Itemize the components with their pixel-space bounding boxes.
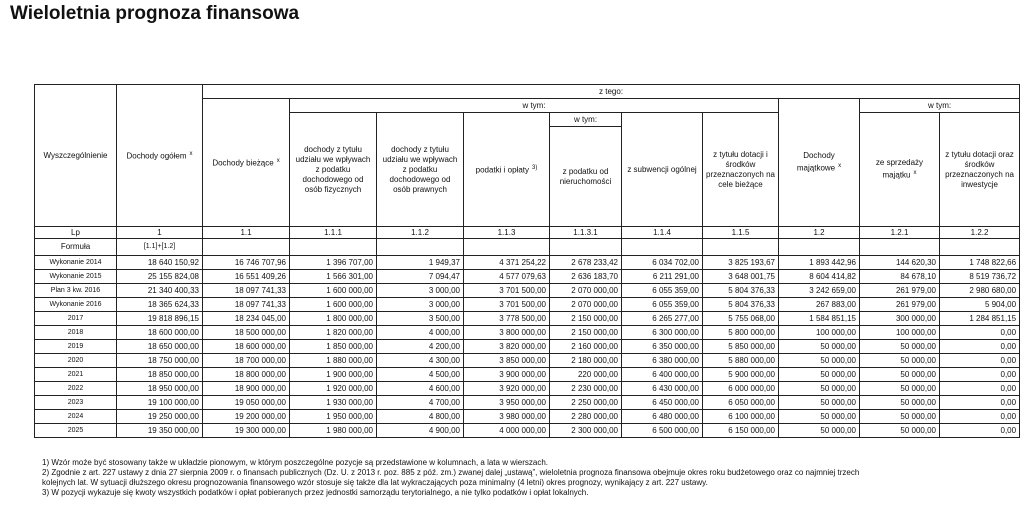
table-cell: 3 820 000,00 — [464, 340, 550, 354]
table-cell: 6 055 359,00 — [622, 284, 703, 298]
table-cell: 16 746 707,96 — [203, 256, 290, 270]
lp-cell: 1.1 — [203, 227, 290, 239]
table-cell: 0,00 — [940, 340, 1020, 354]
table-row — [35, 340, 1020, 354]
header-podatki: podatki i opłaty $^{3)}$ — [464, 113, 550, 227]
table-cell: 1 396 707,00 — [290, 256, 377, 270]
table-cell: 4 300,00 — [377, 354, 464, 368]
table-cell: 3 900 000,00 — [464, 368, 550, 382]
formula-empty-cell — [860, 239, 940, 256]
table-cell: 1 584 851,15 — [779, 312, 860, 326]
table-cell: 2 230 000,00 — [550, 382, 622, 396]
table-cell: 2 160 000,00 — [550, 340, 622, 354]
table-cell: 1 980 000,00 — [290, 424, 377, 438]
header-w-tym-majatkowe: w tym: — [860, 99, 1020, 113]
table-cell: 1 820 000,00 — [290, 326, 377, 340]
table-cell: 1 920 000,00 — [290, 382, 377, 396]
table-cell: 6 100 000,00 — [703, 410, 779, 424]
table-cell: 4 371 254,22 — [464, 256, 550, 270]
table-cell: 50 000,00 — [860, 396, 940, 410]
financial-forecast-table — [34, 84, 1020, 438]
table-cell: 6 050 000,00 — [703, 396, 779, 410]
table-cell: 2 280 000,00 — [550, 410, 622, 424]
table-cell: 2 150 000,00 — [550, 312, 622, 326]
header-dotacje-biezace: z tytułu dotacji i środków przeznaczonych na cele bieżące — [703, 113, 779, 227]
table-cell: 16 551 409,26 — [203, 270, 290, 284]
table-cell: 2 678 233,42 — [550, 256, 622, 270]
table-cell: 19 350 000,00 — [117, 424, 203, 438]
table-cell: 18 600 000,00 — [203, 340, 290, 354]
table-cell: 18 097 741,33 — [203, 298, 290, 312]
table-cell: 50 000,00 — [779, 340, 860, 354]
footnote: 2) Zgodnie z art. 227 ustawy z dnia 27 sierpnia 2009 r. o finansach publicznych (Dz. U. z 2013 r. poz. 885 z póź. zm.) zwanej dalej „ustawą”, wieloletnia prognoza finansowa obejmuje okres roku budżetowego oraz co najmniej trzech — [42, 468, 860, 477]
table-cell: 3 648 001,75 — [703, 270, 779, 284]
table-cell: 6 150 000,00 — [703, 424, 779, 438]
header-z-tego: z tego: — [203, 85, 1020, 99]
table-cell: 220 000,00 — [550, 368, 622, 382]
table-cell: 261 979,00 — [860, 284, 940, 298]
table-cell: 18 900 000,00 — [203, 382, 290, 396]
table-cell: 19 050 000,00 — [203, 396, 290, 410]
formula-empty-cell — [550, 239, 622, 256]
table-cell: 18 600 000,00 — [117, 326, 203, 340]
formula-empty-cell — [290, 239, 377, 256]
row-label: 2023 — [35, 396, 117, 410]
table-cell: 1 850 000,00 — [290, 340, 377, 354]
table-cell: 1 800 000,00 — [290, 312, 377, 326]
table-cell: 1 284 851,15 — [940, 312, 1020, 326]
table-cell: 19 250 000,00 — [117, 410, 203, 424]
row-label: Wykonanie 2016 — [35, 298, 117, 312]
table-cell: 18 365 624,33 — [117, 298, 203, 312]
lp-cell: 1.1.3 — [464, 227, 550, 239]
table-cell: 5 880 000,00 — [703, 354, 779, 368]
table-cell: 1 950 000,00 — [290, 410, 377, 424]
table-cell: 100 000,00 — [860, 326, 940, 340]
table-cell: 0,00 — [940, 396, 1020, 410]
row-label: 2021 — [35, 368, 117, 382]
table-cell: 1 949,37 — [377, 256, 464, 270]
table-cell: 3 778 500,00 — [464, 312, 550, 326]
table-cell: 50 000,00 — [779, 424, 860, 438]
table-cell: 1 930 000,00 — [290, 396, 377, 410]
table-cell: 19 200 000,00 — [203, 410, 290, 424]
table-cell: 1 600 000,00 — [290, 298, 377, 312]
table-cell: 25 155 824,08 — [117, 270, 203, 284]
table-cell: 1 600 000,00 — [290, 284, 377, 298]
table-cell: 1 880 000,00 — [290, 354, 377, 368]
lp-cell: 1.1.3.1 — [550, 227, 622, 239]
footnote: 3) W pozycji wykazuje się kwoty wszystkich podatków i opłat pobieranych przez jednostki samorządu terytorialnego, a nie tylko podatków i opłat lokalnych. — [42, 488, 589, 497]
table-cell: 3 000,00 — [377, 284, 464, 298]
table-cell: 6 430 000,00 — [622, 382, 703, 396]
table-cell: 18 234 045,00 — [203, 312, 290, 326]
header-dochody-ogolem: Dochody ogółem $^x$ — [117, 85, 203, 227]
row-label: 2022 — [35, 382, 117, 396]
table-cell: 3 500,00 — [377, 312, 464, 326]
table-cell: 18 850 000,00 — [117, 368, 203, 382]
table-cell: 50 000,00 — [860, 410, 940, 424]
table-cell: 50 000,00 — [779, 354, 860, 368]
table-cell: 18 800 000,00 — [203, 368, 290, 382]
table-cell: 5 904,00 — [940, 298, 1020, 312]
table-cell: 2 636 183,70 — [550, 270, 622, 284]
table-cell: 5 804 376,33 — [703, 298, 779, 312]
table-cell: 6 350 000,00 — [622, 340, 703, 354]
table-cell: 0,00 — [940, 424, 1020, 438]
header-w-tym-biezace: w tym: — [290, 99, 779, 113]
table-cell: 6 265 277,00 — [622, 312, 703, 326]
row-label: 2018 — [35, 326, 117, 340]
lp-cell: 1.1.5 — [703, 227, 779, 239]
table-row — [35, 326, 1020, 340]
row-label: 2019 — [35, 340, 117, 354]
table-row — [35, 312, 1020, 326]
row-label: Wykonanie 2014 — [35, 256, 117, 270]
formula-row — [35, 239, 1020, 256]
table-cell: 267 883,00 — [779, 298, 860, 312]
table-cell: 0,00 — [940, 368, 1020, 382]
table-cell: 1 748 822,66 — [940, 256, 1020, 270]
table-cell: 18 650 000,00 — [117, 340, 203, 354]
table-cell: 5 800 000,00 — [703, 326, 779, 340]
table-row — [35, 298, 1020, 312]
table-cell: 7 094,47 — [377, 270, 464, 284]
table-cell: 5 850 000,00 — [703, 340, 779, 354]
header-w-tym-podatki: w tym: — [550, 113, 622, 127]
table-cell: 5 804 376,33 — [703, 284, 779, 298]
header-nieruchomosci: z podatku od nieruchomości — [550, 127, 622, 227]
table-cell: 261 979,00 — [860, 298, 940, 312]
page-title: Wieloletnia prognoza finansowa — [10, 3, 300, 24]
header-dotacje-inwestycje: z tytułu dotacji oraz środków przeznaczonych na inwestycje — [940, 113, 1020, 227]
table-cell: 2 980 680,00 — [940, 284, 1020, 298]
table-cell: 4 800,00 — [377, 410, 464, 424]
table-cell: 0,00 — [940, 354, 1020, 368]
table-cell: 50 000,00 — [860, 340, 940, 354]
table-cell: 1 893 442,96 — [779, 256, 860, 270]
table-cell: 50 000,00 — [779, 410, 860, 424]
table-cell: 300 000,00 — [860, 312, 940, 326]
table-cell: 50 000,00 — [779, 396, 860, 410]
table-row — [35, 354, 1020, 368]
table-cell: 6 450 000,00 — [622, 396, 703, 410]
header-pit: dochody z tytułu udziału we wpływach z podatku dochodowego od osób fizycznych — [290, 113, 377, 227]
row-label: 2024 — [35, 410, 117, 424]
table-cell: 2 070 000,00 — [550, 284, 622, 298]
header-dochody-biezace: Dochody bieżące $^x$ — [203, 99, 290, 227]
table-cell: 5 900 000,00 — [703, 368, 779, 382]
table-cell: 50 000,00 — [860, 368, 940, 382]
lp-cell: 1.1.1 — [290, 227, 377, 239]
formula-empty-cell — [464, 239, 550, 256]
lp-cell: 1 — [117, 227, 203, 239]
header-sprzedaz: ze sprzedaży majątku $^x$ — [860, 113, 940, 227]
table-cell: 1 900 000,00 — [290, 368, 377, 382]
table-row — [35, 382, 1020, 396]
table-cell: 3 980 000,00 — [464, 410, 550, 424]
table-cell: 18 750 000,00 — [117, 354, 203, 368]
table-cell: 3 701 500,00 — [464, 298, 550, 312]
row-label: 2020 — [35, 354, 117, 368]
table-cell: 4 900,00 — [377, 424, 464, 438]
table-cell: 19 100 000,00 — [117, 396, 203, 410]
table-row — [35, 410, 1020, 424]
table-cell: 4 700,00 — [377, 396, 464, 410]
formula-label: Formuła — [35, 239, 117, 256]
footnote: kolejnych lat. W sytuacji dłuższego okresu prognozowania finansowego wzór stosuje się także dla lat wykraczających poza minimalny (4 letni) okres prognozy, wynikający z art. 227 ustawy. — [42, 478, 708, 487]
lp-cell: 1.2.1 — [860, 227, 940, 239]
table-cell: 50 000,00 — [860, 354, 940, 368]
table-cell: 6 055 359,00 — [622, 298, 703, 312]
table-cell: 8 519 736,72 — [940, 270, 1020, 284]
table-cell: 18 700 000,00 — [203, 354, 290, 368]
table-cell: 0,00 — [940, 410, 1020, 424]
lp-cell: 1.1.4 — [622, 227, 703, 239]
table-cell: 6 211 291,00 — [622, 270, 703, 284]
table-cell: 18 097 741,33 — [203, 284, 290, 298]
table-cell: 18 950 000,00 — [117, 382, 203, 396]
table-cell: 19 300 000,00 — [203, 424, 290, 438]
table-cell: 100 000,00 — [779, 326, 860, 340]
table-cell: 50 000,00 — [860, 424, 940, 438]
table-cell: 6 000 000,00 — [703, 382, 779, 396]
table-cell: 2 300 000,00 — [550, 424, 622, 438]
header-wyszczegolnienie: Wyszczególnienie — [35, 85, 117, 227]
table-cell: 6 480 000,00 — [622, 410, 703, 424]
table-cell: 0,00 — [940, 382, 1020, 396]
table-cell: 3 920 000,00 — [464, 382, 550, 396]
row-label: Wykonanie 2015 — [35, 270, 117, 284]
lp-cell: 1.2 — [779, 227, 860, 239]
table-cell: 6 500 000,00 — [622, 424, 703, 438]
lp-cell: 1.2.2 — [940, 227, 1020, 239]
row-label: 2017 — [35, 312, 117, 326]
table-cell: 0,00 — [940, 326, 1020, 340]
table-cell: 3 825 193,67 — [703, 256, 779, 270]
table-cell: 6 400 000,00 — [622, 368, 703, 382]
table-row — [35, 424, 1020, 438]
table-cell: 4 500,00 — [377, 368, 464, 382]
table-cell: 50 000,00 — [860, 382, 940, 396]
table-cell: 6 034 702,00 — [622, 256, 703, 270]
table-cell: 4 000 000,00 — [464, 424, 550, 438]
table-row — [35, 270, 1020, 284]
table-cell: 3 242 659,00 — [779, 284, 860, 298]
formula-empty-cell — [779, 239, 860, 256]
table-cell: 19 818 896,15 — [117, 312, 203, 326]
table-cell: 50 000,00 — [779, 382, 860, 396]
formula-empty-cell — [203, 239, 290, 256]
lp-row — [35, 227, 1020, 239]
table-cell: 5 755 068,00 — [703, 312, 779, 326]
footnotes — [42, 458, 1002, 498]
table-cell: 3 000,00 — [377, 298, 464, 312]
header-subwencja: z subwencji ogólnej — [622, 113, 703, 227]
table-cell: 3 701 500,00 — [464, 284, 550, 298]
header-dochody-majatkowe: Dochody majątkowe $^x$ — [779, 99, 860, 227]
table-cell: 8 604 414,82 — [779, 270, 860, 284]
table-cell: 4 577 079,63 — [464, 270, 550, 284]
formula-empty-cell — [703, 239, 779, 256]
lp-cell: Lp — [35, 227, 117, 239]
table-cell: 84 678,10 — [860, 270, 940, 284]
table-cell: 3 950 000,00 — [464, 396, 550, 410]
table-cell: 4 000,00 — [377, 326, 464, 340]
table-cell: 18 500 000,00 — [203, 326, 290, 340]
table-cell: 4 200,00 — [377, 340, 464, 354]
formula-value: [1.1]+[1.2] — [117, 239, 203, 256]
table-cell: 1 566 301,00 — [290, 270, 377, 284]
table-row — [35, 256, 1020, 270]
table-row — [35, 396, 1020, 410]
table-cell: 6 300 000,00 — [622, 326, 703, 340]
formula-empty-cell — [377, 239, 464, 256]
table-cell: 2 250 000,00 — [550, 396, 622, 410]
table-cell: 2 180 000,00 — [550, 354, 622, 368]
table-cell: 3 800 000,00 — [464, 326, 550, 340]
table-cell: 2 070 000,00 — [550, 298, 622, 312]
header-cit: dochody z tytułu udziału we wpływach z podatku dochodowego od osób prawnych — [377, 113, 464, 227]
table-cell: 50 000,00 — [779, 368, 860, 382]
formula-empty-cell — [940, 239, 1020, 256]
row-label: Plan 3 kw. 2016 — [35, 284, 117, 298]
table-cell: 144 620,30 — [860, 256, 940, 270]
formula-empty-cell — [622, 239, 703, 256]
row-label: 2025 — [35, 424, 117, 438]
table-cell: 3 850 000,00 — [464, 354, 550, 368]
table-cell: 6 380 000,00 — [622, 354, 703, 368]
table-row — [35, 368, 1020, 382]
table-cell: 21 340 400,33 — [117, 284, 203, 298]
table-cell: 2 150 000,00 — [550, 326, 622, 340]
lp-cell: 1.1.2 — [377, 227, 464, 239]
table-cell: 18 640 150,92 — [117, 256, 203, 270]
table-row — [35, 284, 1020, 298]
footnote: 1) Wzór może być stosowany także w układzie pionowym, w którym poszczególne pozycje są przedstawione w kolumnach, a lata w wierszach. — [42, 458, 548, 467]
table-cell: 4 600,00 — [377, 382, 464, 396]
